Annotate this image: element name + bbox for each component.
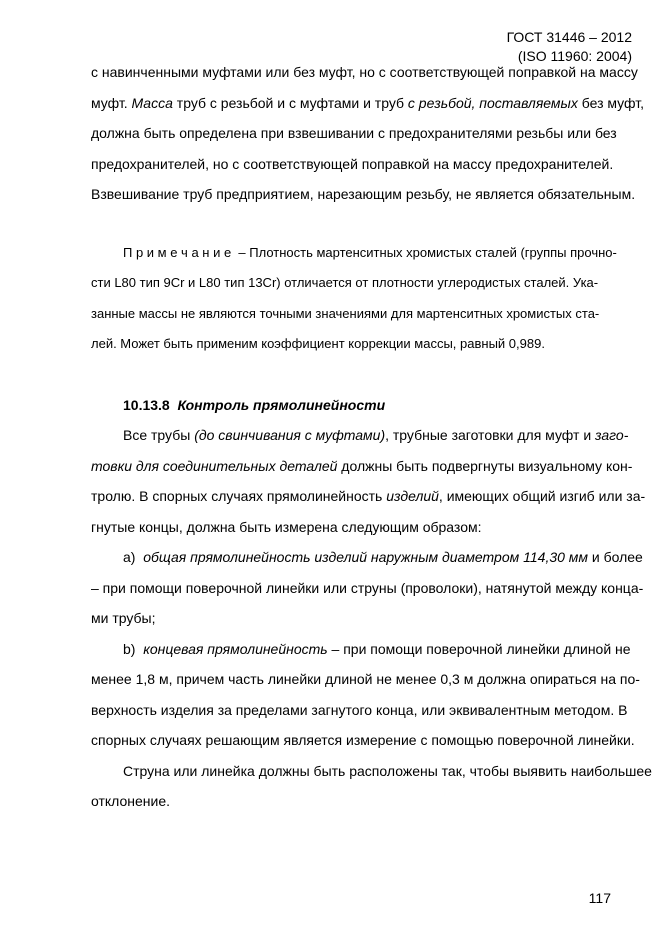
text-line bbox=[91, 238, 616, 269]
text-run: изделий bbox=[386, 488, 439, 504]
text-run: (до свинчивания с муфтами) bbox=[194, 427, 386, 443]
text-run: ми трубы; bbox=[91, 610, 156, 626]
paragraph-straightness-control bbox=[91, 420, 646, 542]
text-run: менее 1,8 м, причем часть линейки длиной не менее 0,3 м должна опираться на по- bbox=[91, 671, 640, 687]
text-run: должны быть подвергнуты визуальному кон- bbox=[337, 457, 633, 474]
text-run: муфт. bbox=[91, 94, 132, 111]
text-line bbox=[91, 786, 616, 817]
text-line bbox=[91, 57, 638, 88]
text-line bbox=[91, 573, 644, 604]
text-run: труб с резьбой и с муфтами и труб bbox=[172, 94, 408, 111]
text-run: с навинченными муфтами или без муфт, но с соответствующей поправкой на массу bbox=[91, 64, 638, 80]
text-line bbox=[91, 299, 616, 330]
text-line bbox=[91, 149, 616, 180]
text-run: без муфт, bbox=[577, 94, 644, 111]
text-run: b) bbox=[123, 640, 144, 657]
text-run: и более bbox=[588, 549, 643, 565]
text-line bbox=[91, 118, 616, 149]
iso-reference: (ISO 11960: 2004) bbox=[517, 48, 632, 64]
text-run: – при помощи поверочной линейки длиной не bbox=[327, 640, 631, 657]
section-heading bbox=[91, 390, 616, 421]
text-run: заго- bbox=[595, 427, 629, 443]
text-run: с резьбой, поставляемых bbox=[407, 94, 578, 111]
text-line bbox=[91, 88, 644, 119]
text-run: Масса bbox=[131, 94, 173, 111]
text-run: товки для соединительных деталей bbox=[91, 457, 338, 474]
list-item-b bbox=[91, 634, 640, 756]
text-line bbox=[91, 725, 635, 756]
text-line bbox=[91, 756, 652, 787]
text-line bbox=[91, 268, 616, 299]
text-line bbox=[91, 634, 631, 665]
text-run: a) bbox=[123, 549, 144, 565]
text-line bbox=[91, 512, 616, 543]
text-run: занные массы не являются точными значениями для мартенситных хромистых ста- bbox=[91, 305, 600, 321]
text-line bbox=[91, 542, 643, 573]
note-paragraph bbox=[91, 238, 616, 360]
text-line bbox=[91, 481, 646, 512]
text-run: Все трубы bbox=[123, 427, 195, 443]
text-run: П р и м е ч а н и е – Плотность мартенситных хромистых сталей (группы прочно- bbox=[123, 244, 617, 260]
page-number: 117 bbox=[588, 890, 611, 906]
text-run: Взвешивание труб предприятием, нарезающим резьбу, не является обязательным. bbox=[91, 186, 636, 202]
text-run: спорных случаях решающим является измерение с помощью поверочной линейки. bbox=[91, 732, 635, 748]
text-run: должна быть определена при взвешивании с предохранителями резьбы или без bbox=[91, 125, 617, 141]
text-run: общая прямолинейность изделий наружным диаметром 114,30 мм bbox=[143, 549, 588, 565]
text-line bbox=[91, 179, 636, 210]
text-line bbox=[91, 329, 616, 360]
paragraph-mass-correction bbox=[91, 57, 644, 210]
text-run: , имеющих общий изгиб или за- bbox=[438, 488, 646, 504]
list-item-a bbox=[91, 542, 644, 634]
text-line bbox=[91, 420, 629, 451]
document-body bbox=[91, 57, 652, 817]
text-run: верхность изделия за пределами загнутого конца, или эквивалентным методом. В bbox=[91, 701, 628, 718]
standard-number: ГОСТ 31446 – 2012 bbox=[506, 29, 632, 45]
text-run: отклонение. bbox=[91, 793, 171, 809]
text-line bbox=[91, 603, 616, 634]
text-run: предохранителей, но с соответствующей поправкой на массу предохранителей. bbox=[91, 155, 614, 172]
paragraph-string-position bbox=[91, 756, 652, 817]
text-line bbox=[91, 664, 640, 695]
text-line bbox=[91, 451, 633, 482]
text-line bbox=[91, 390, 616, 421]
text-run: сти L80 тип 9Cr и L80 тип 13Cr) отличается от плотности углеродистых сталей. Ука- bbox=[91, 275, 599, 290]
text-run: гнутые концы, должна быть измерена следующим образом: bbox=[91, 518, 482, 535]
text-run: Контроль прямолинейности bbox=[177, 396, 386, 413]
text-run: Струна или линейка должны быть расположены так, чтобы выявить наибольшее bbox=[123, 762, 652, 779]
text-run: – при помощи поверочной линейки или струны (проволоки), натянутой между конца- bbox=[91, 579, 644, 596]
text-run: , трубные заготовки для муфт и bbox=[385, 427, 596, 443]
text-run: тролю. В спорных случаях прямолинейность bbox=[91, 488, 387, 504]
text-line bbox=[91, 695, 628, 726]
text-run: лей. Может быть применим коэффициент коррекции массы, равный 0,989. bbox=[91, 336, 545, 351]
text-run: 10.13.8 bbox=[123, 396, 178, 413]
text-run: концевая прямолинейность bbox=[143, 640, 328, 657]
